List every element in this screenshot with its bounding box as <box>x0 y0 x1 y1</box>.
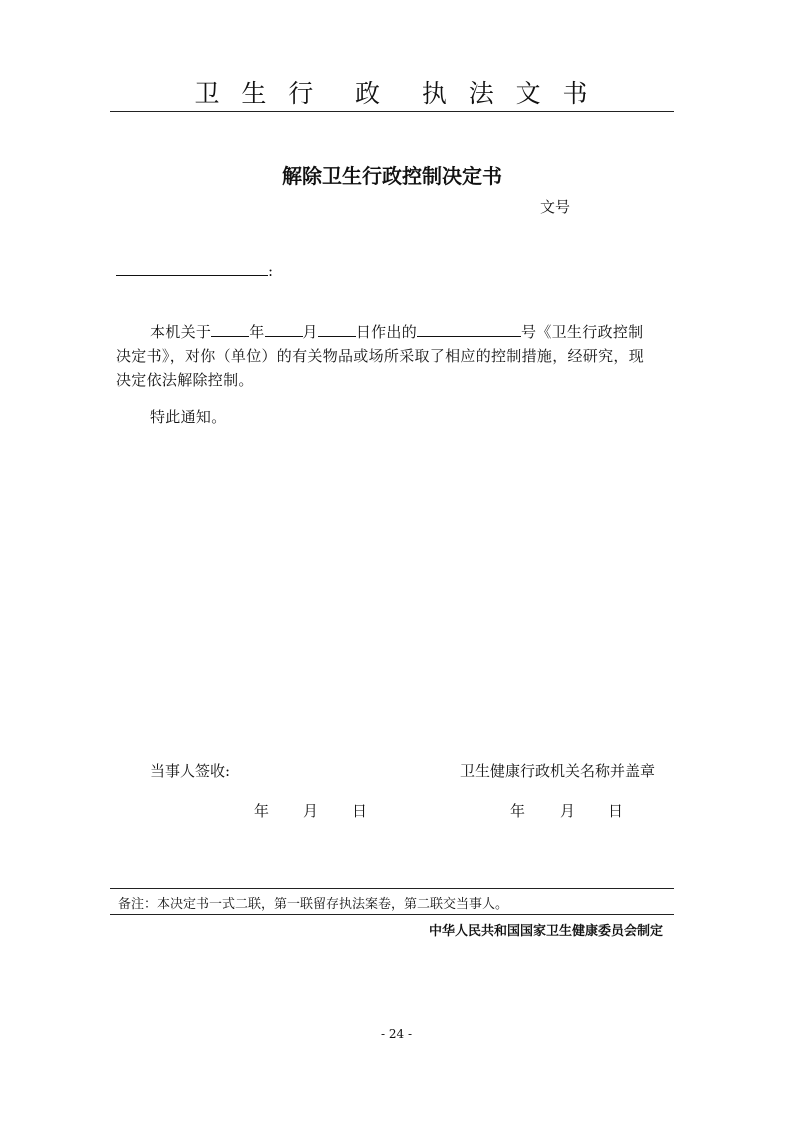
day-blank[interactable] <box>318 321 356 337</box>
decision-number-blank[interactable] <box>417 321 521 337</box>
party-day: 日 <box>352 802 368 820</box>
footer-note: 备注：本决定书一式二联，第一联留存执法案卷，第二联交当事人。 <box>118 897 509 912</box>
body-line-2: 决定书》，对你（单位）的有关物品或场所采取了相应的控制措施，经研究，现 <box>116 347 645 365</box>
authority-day: 日 <box>608 802 624 820</box>
note-divider-bottom <box>110 914 674 915</box>
year-label: 年 <box>249 323 265 341</box>
doc-number-label: 文号 <box>540 198 571 216</box>
recipient-blank[interactable] <box>116 260 268 276</box>
signature-dates <box>0 800 793 820</box>
authority-seal-label: 卫生健康行政机关名称并盖章 <box>460 762 656 780</box>
closing-line: 特此通知。 <box>150 408 227 426</box>
authority-year: 年 <box>510 802 526 820</box>
authority-month: 月 <box>560 802 576 820</box>
document-title: 解除卫生行政控制决定书 <box>282 164 502 188</box>
party-year: 年 <box>254 802 270 820</box>
body-line-1 <box>150 321 643 342</box>
header-title: 卫 生 行 政 执 法 文 书 <box>194 79 590 108</box>
body-text: 日作出的 <box>355 323 418 341</box>
month-blank[interactable] <box>265 321 303 337</box>
issuer-line: 中华人民共和国国家卫生健康委员会制定 <box>428 924 663 939</box>
body-text: 号《卫生行政控制 <box>521 323 644 341</box>
body-line-3: 决定依法解除控制。 <box>116 371 254 389</box>
month-label: 月 <box>302 323 318 341</box>
recipient-colon: : <box>268 262 274 280</box>
recipient-field[interactable] <box>116 260 273 280</box>
page-number: - 24 - <box>380 1027 412 1041</box>
note-divider-top <box>110 888 674 889</box>
party-month: 月 <box>303 802 319 820</box>
year-blank[interactable] <box>211 321 249 337</box>
body-text: 本机关于 <box>150 323 212 341</box>
party-signature-label: 当事人签收: <box>150 762 231 780</box>
header-divider <box>110 111 674 112</box>
